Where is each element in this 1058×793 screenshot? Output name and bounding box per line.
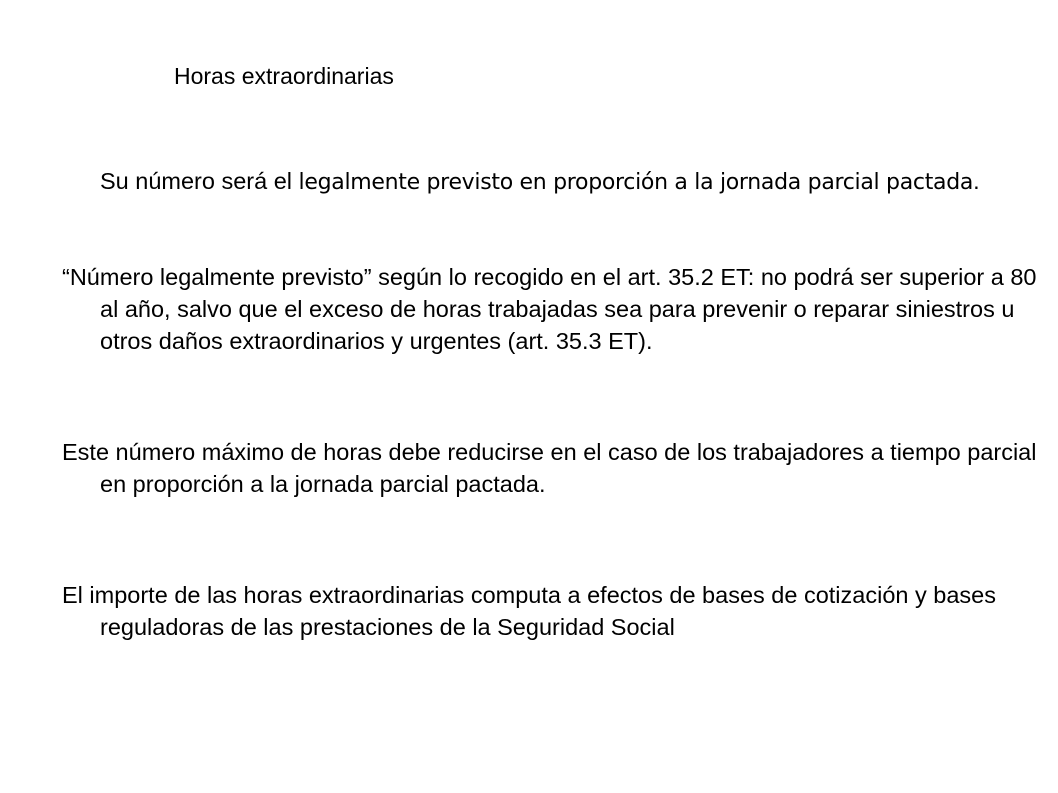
paragraph-overtime-number: [100, 165, 1000, 199]
paragraph-legal-limit: “Número legalmente previsto” según lo recogido en el art. 35.2 ET: no podrá ser superior a 80 al año, salvo que el exceso de horas trabajadas sea para prevenir o reparar siniestros u otros daños extraordinarios y urgentes (art. 35.3 ET).: [62, 264, 1037, 354]
paragraph-overtime-number-end: .: [973, 168, 980, 194]
slide-title: Horas extraordinarias: [174, 63, 394, 89]
paragraph-overtime-number-lead: Su número será el: [100, 168, 299, 194]
paragraph-contribution-bases: El importe de las horas extraordinarias computa a efectos de bases de cotización y bases reguladoras de las prestaciones de la Seguridad Social: [62, 582, 996, 640]
paragraph-part-time-reduction: Este número máximo de horas debe reducirse en el caso de los trabajadores a tiempo parcial en proporción a la jornada parcial pactada.: [62, 439, 1037, 497]
paragraph-overtime-number-highlight: legalmente previsto en proporción a la jornada parcial pactada: [298, 170, 974, 195]
